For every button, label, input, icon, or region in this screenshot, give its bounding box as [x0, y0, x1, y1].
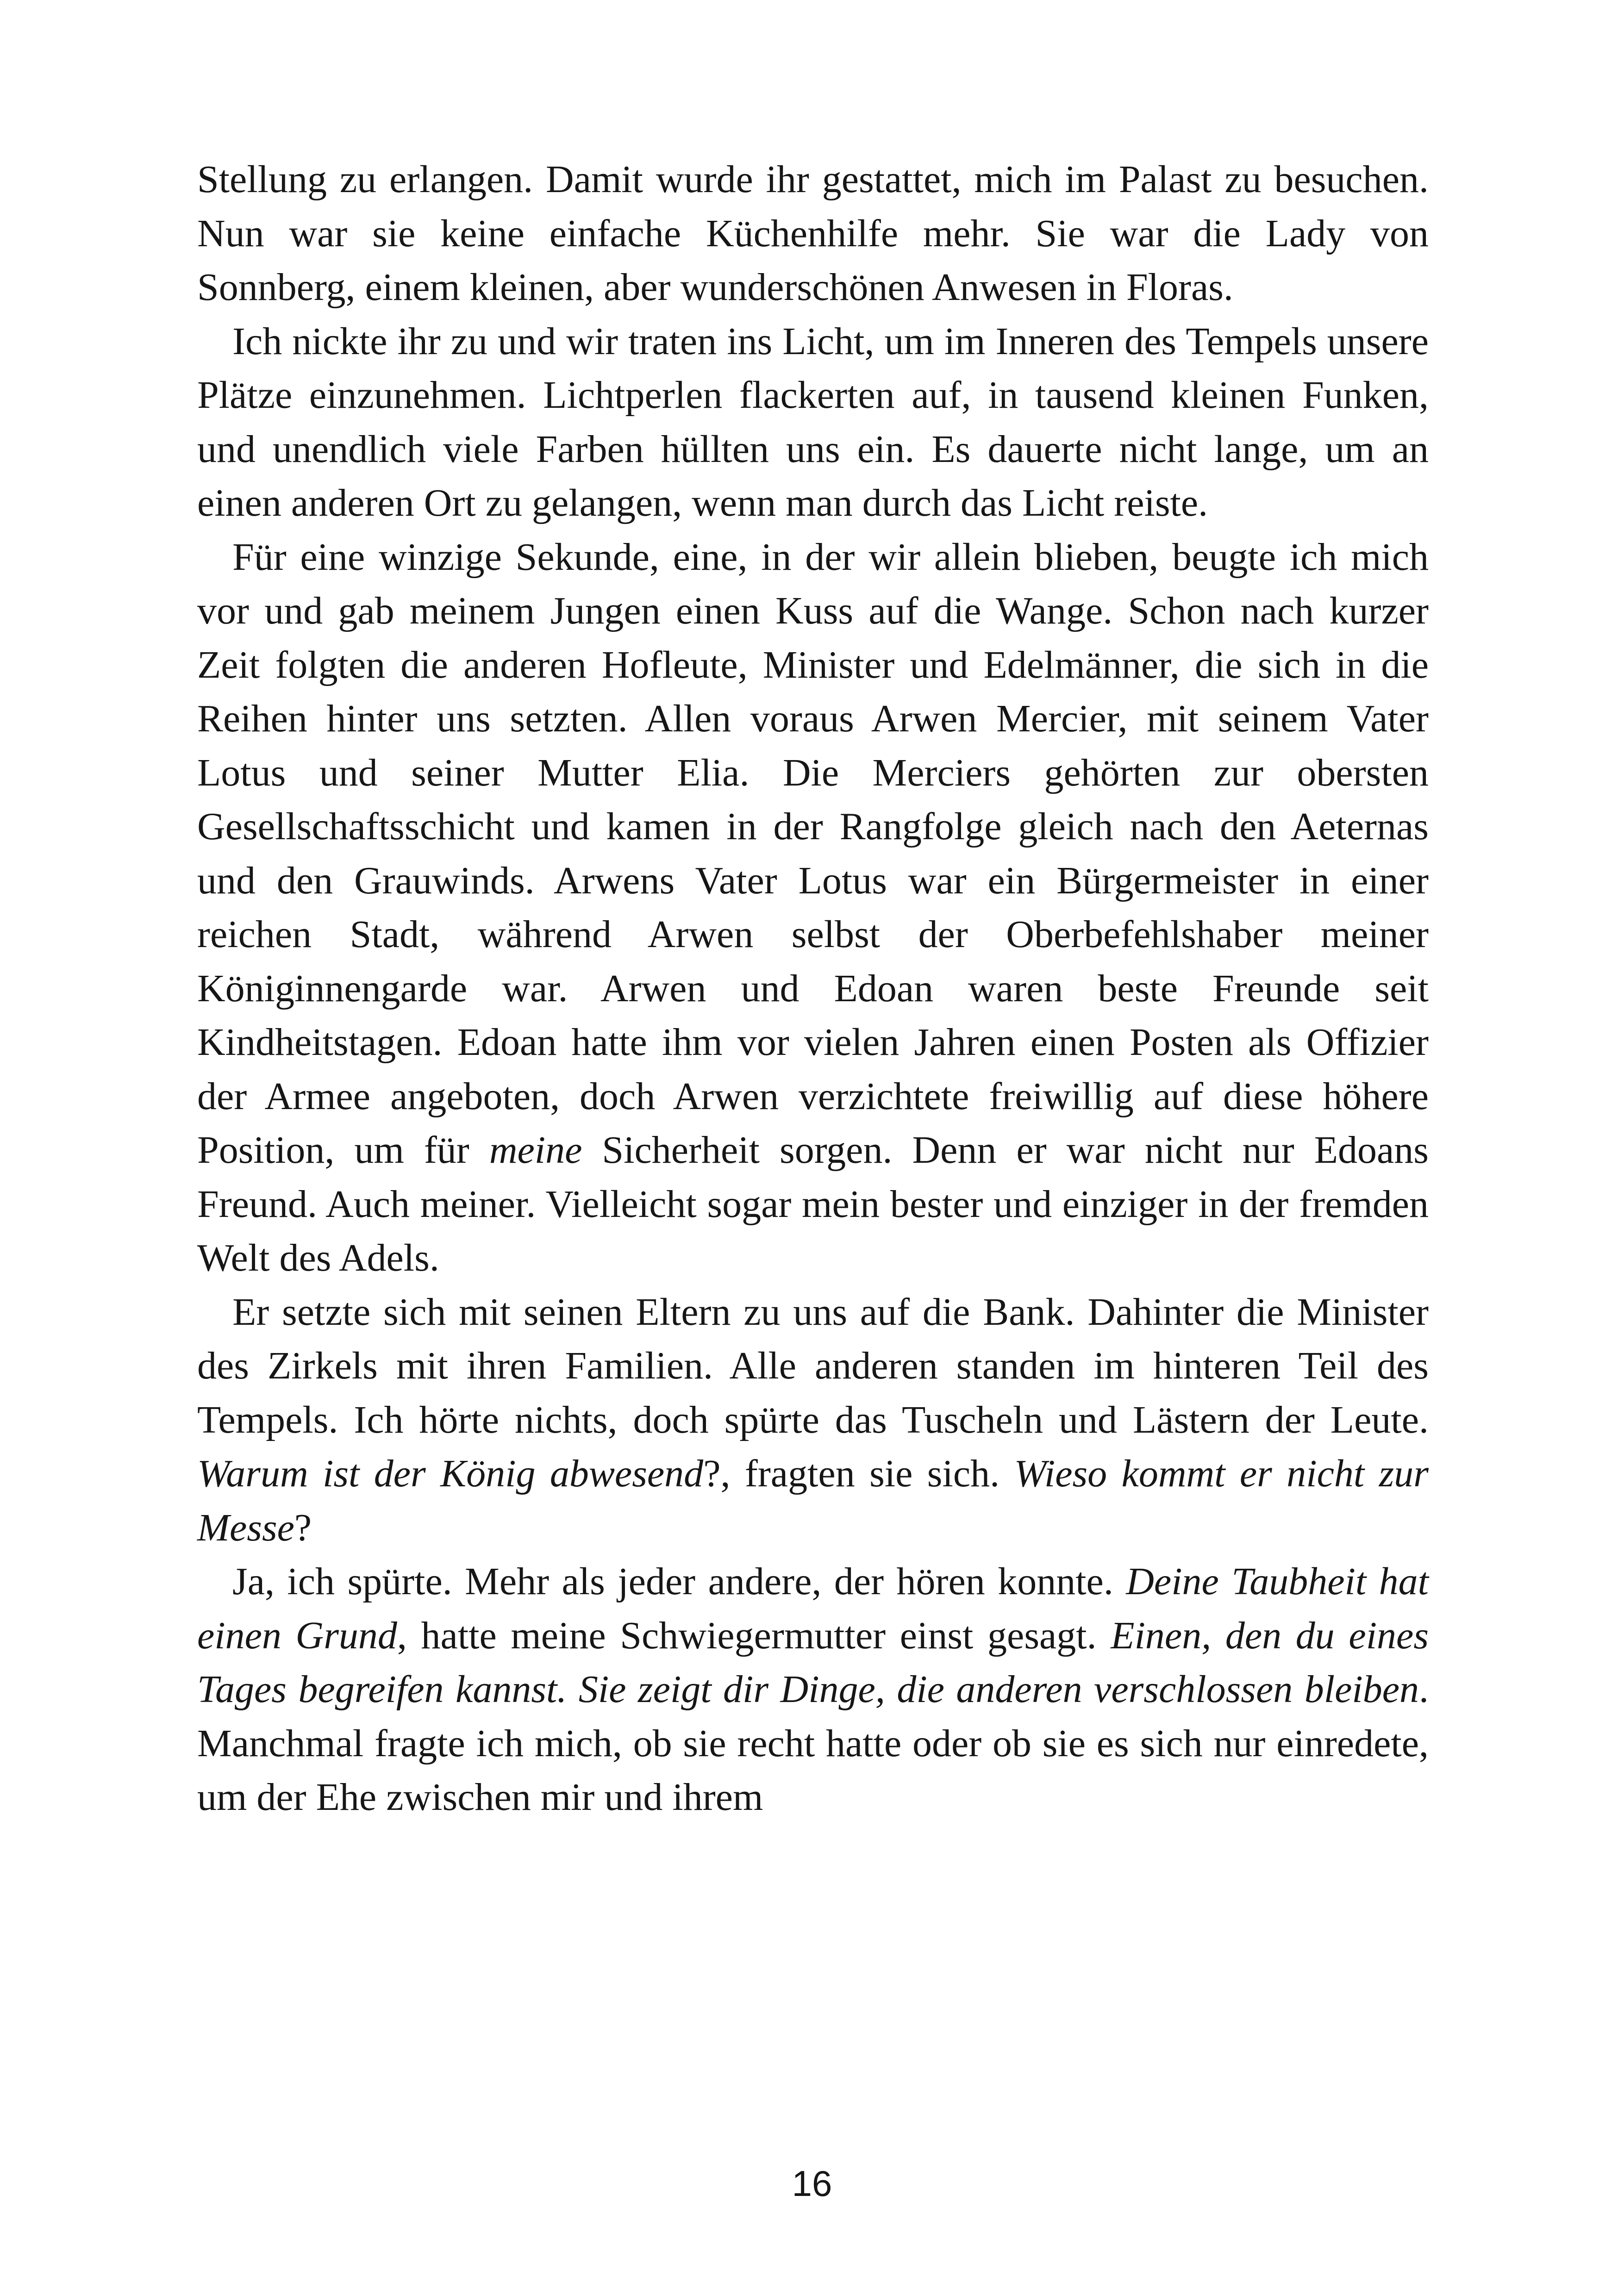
paragraph-text: Stellung zu erlangen. Damit wurde ihr gestattet, mich im Palast zu besuchen. Nun war sie keine einfache Küchenhilfe mehr. Sie war die Lady von Sonnberg, einem kleinen, aber wunderschönen Anwesen in Floras.	[197, 158, 1429, 309]
paragraph	[197, 1285, 1429, 1555]
paragraph-text: Sicherheit sorgen. Denn er war nicht nur Edoans Freund. Auch meiner. Vielleicht sogar mein bester und einziger in der fremden Welt des Adels.	[197, 1129, 1429, 1279]
italic-text: Wieso kommt er nicht zur Messe	[197, 1452, 1429, 1549]
italic-text: Einen, den du eines Tages begreifen kannst. Sie zeigt dir Dinge, die anderen verschlossen bleiben	[197, 1614, 1429, 1711]
paragraph-text: Ja, ich spürte. Mehr als jeder andere, der hören konnte.	[232, 1560, 1126, 1603]
paragraph-text: Er setzte sich mit seinen Eltern zu uns auf die Bank. Dahinter die Minister des Zirkels mit ihren Familien. Alle anderen standen im hinteren Teil des Tempels. Ich hörte nichts, doch spürte das Tuscheln und Lästern der Leute.	[197, 1290, 1429, 1441]
paragraph-text: . Manchmal fragte ich mich, ob sie recht hatte oder ob sie es sich nur einredete, um der Ehe zwischen mir und ihrem	[197, 1668, 1429, 1819]
body-text	[197, 153, 1429, 1825]
paragraph	[197, 153, 1429, 315]
italic-text: Warum ist der König abwesend	[197, 1452, 704, 1495]
paragraph-text: Ich nickte ihr zu und wir traten ins Licht, um im Inneren des Tempels unsere Plätze einzunehmen. Lichtperlen flackerten auf, in tausend kleinen Funken, und unendlich viele Farben hüllten uns ein. Es dauerte nicht lange, um an einen anderen Ort zu gelangen, wenn man durch das Licht reiste.	[197, 319, 1429, 524]
paragraph-text: ?, fragten sie sich.	[703, 1452, 1014, 1495]
italic-text: meine	[489, 1129, 582, 1172]
italic-text: Deine Taubheit hat einen Grund	[197, 1560, 1429, 1657]
paragraph-text: ?	[294, 1506, 312, 1549]
paragraph	[197, 1555, 1429, 1825]
paragraph	[197, 315, 1429, 530]
paragraph-text: , hatte meine Schwiegermutter einst gesagt.	[397, 1614, 1111, 1657]
paragraph-text: Für eine winzige Sekunde, eine, in der wir allein blieben, beugte ich mich vor und gab meinem Jungen einen Kuss auf die Wange. Schon nach kurzer Zeit folgten die anderen Hofleute, Minister und Edelmänner, die sich in die Reihen hinter uns setzten. Allen voraus Arwen Mercier, mit seinem Vater Lotus und seiner Mutter Elia. Die Merciers gehörten zur obersten Gesellschaftsschicht und kamen in der Rangfolge gleich nach den Aeternas und den Grauwinds. Arwens Vater Lotus war ein Bürgermeister in einer reichen Stadt, während Arwen selbst der Oberbefehlshaber meiner Königinnengarde war. Arwen und Edoan waren beste Freunde seit Kindheitstagen. Edoan hatte ihm vor vielen Jahren einen Posten als Offizier der Armee angeboten, doch Arwen verzichtete freiwillig auf diese höhere Position, um für	[197, 535, 1429, 1172]
paragraph	[197, 530, 1429, 1285]
page-number: 16	[792, 2163, 832, 2204]
